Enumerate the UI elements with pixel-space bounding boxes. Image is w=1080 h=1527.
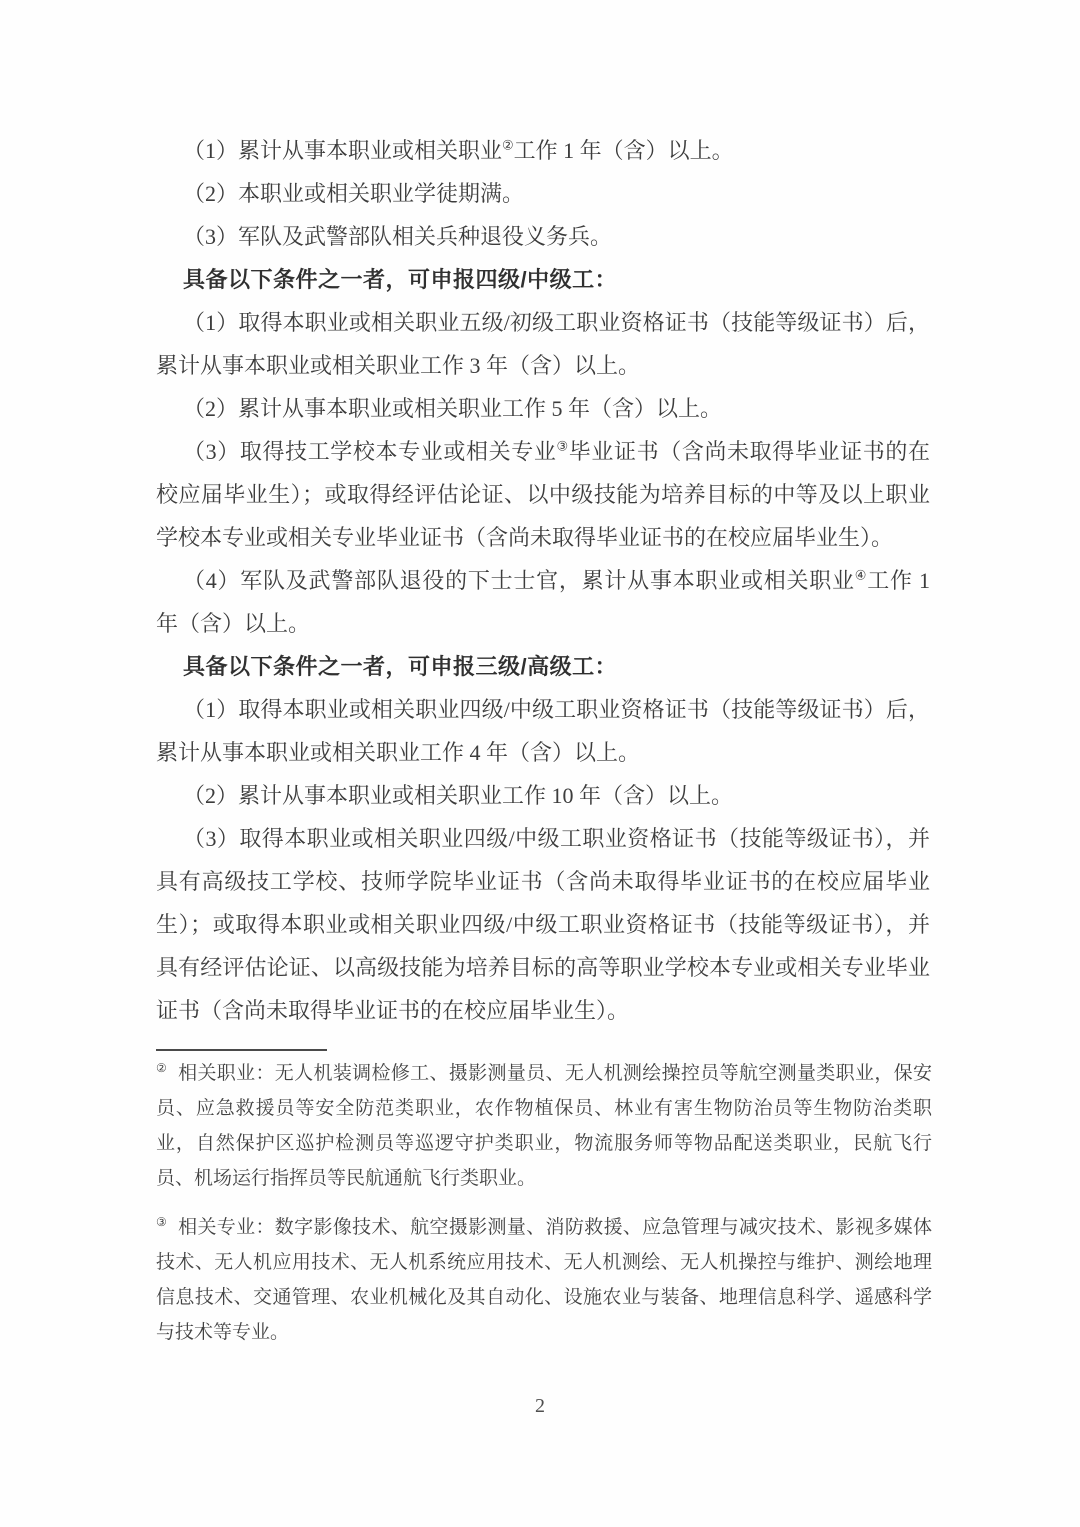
section-heading: 具备以下条件之一者，可申报四级/中级工：	[183, 267, 618, 292]
body-paragraph: （3）取得本职业或相关职业四级/中级工职业资格证书（技能等级证书），并具有高级技工学校、技师学院毕业证书（含尚未取得毕业证书的在校应届毕业生）；或取得本职业或相关职业四级/中级工职业资格证书（技能等级证书），并具有经评估论证、以高级技能为培养目标的高等职业学校本专业或相关专业毕业证书（含尚未取得毕业证书的在校应届毕业生）。	[156, 826, 930, 1023]
body-paragraph: （3）军队及武警部队相关兵种退役义务兵。	[183, 224, 613, 249]
footnote-item: ② 相关职业：无人机装调检修工、摄影测量员、无人机测绘操控员等航空测量类职业，保安员、应急救援员等安全防范类职业，农作物植保员、林业有害生物防治员等生物防治类职业，自然保护区巡护检测员等巡逻守护类职业，物流服务师等物品配送类职业，民航飞行员、机场运行指挥员等民航通航飞行类职业。	[156, 1060, 932, 1189]
footnote-reference-marker: ④	[854, 567, 868, 583]
body-paragraph: （4）军队及武警部队退役的下士士官，累计从事本职业或相关职业④工作 1 年（含）以上。	[156, 567, 930, 636]
footnote-separator	[156, 1049, 327, 1051]
footnote-marker: ②	[156, 1060, 168, 1075]
body-paragraph: （1）累计从事本职业或相关职业②工作 1 年（含）以上。	[183, 137, 734, 163]
section-heading: 具备以下条件之一者，可申报三级/高级工：	[183, 654, 618, 679]
body-paragraph: （1）取得本职业或相关职业五级/初级工职业资格证书（技能等级证书）后，累计从事本职业或相关职业工作 3 年（含）以上。	[156, 310, 930, 378]
footnote-item: ③ 相关专业：数字影像技术、航空摄影测量、消防救援、应急管理与减灾技术、影视多媒体技术、无人机应用技术、无人机系统应用技术、无人机测绘、无人机操控与维护、测绘地理信息技术、交通管理、农业机械化及其自动化、设施农业与装备、地理信息科学、遥感科学与技术等专业。	[156, 1214, 932, 1343]
body-paragraph: （2）累计从事本职业或相关职业工作 5 年（含）以上。	[183, 396, 723, 421]
body-paragraph: （3）取得技工学校本专业或相关专业③毕业证书（含尚未取得毕业证书的在校应届毕业生）；或取得经评估论证、以中级技能为培养目标的中等及以上职业学校本专业或相关专业毕业证书（含尚未取得毕业证书的在校应届毕业生）。	[156, 438, 930, 550]
body-paragraph: （2）累计从事本职业或相关职业工作 10 年（含）以上。	[183, 783, 734, 808]
body-paragraph: （1）取得本职业或相关职业四级/中级工职业资格证书（技能等级证书）后，累计从事本职业或相关职业工作 4 年（含）以上。	[156, 697, 930, 765]
document-body	[156, 129, 930, 1032]
footnotes	[156, 1056, 932, 1364]
footnote-marker: ③	[156, 1214, 168, 1229]
footnote-reference-marker: ②	[502, 137, 514, 153]
body-paragraph: （2）本职业或相关职业学徒期满。	[183, 181, 525, 206]
page-number: 2	[535, 1395, 545, 1417]
footnote-reference-marker: ③	[556, 438, 569, 454]
